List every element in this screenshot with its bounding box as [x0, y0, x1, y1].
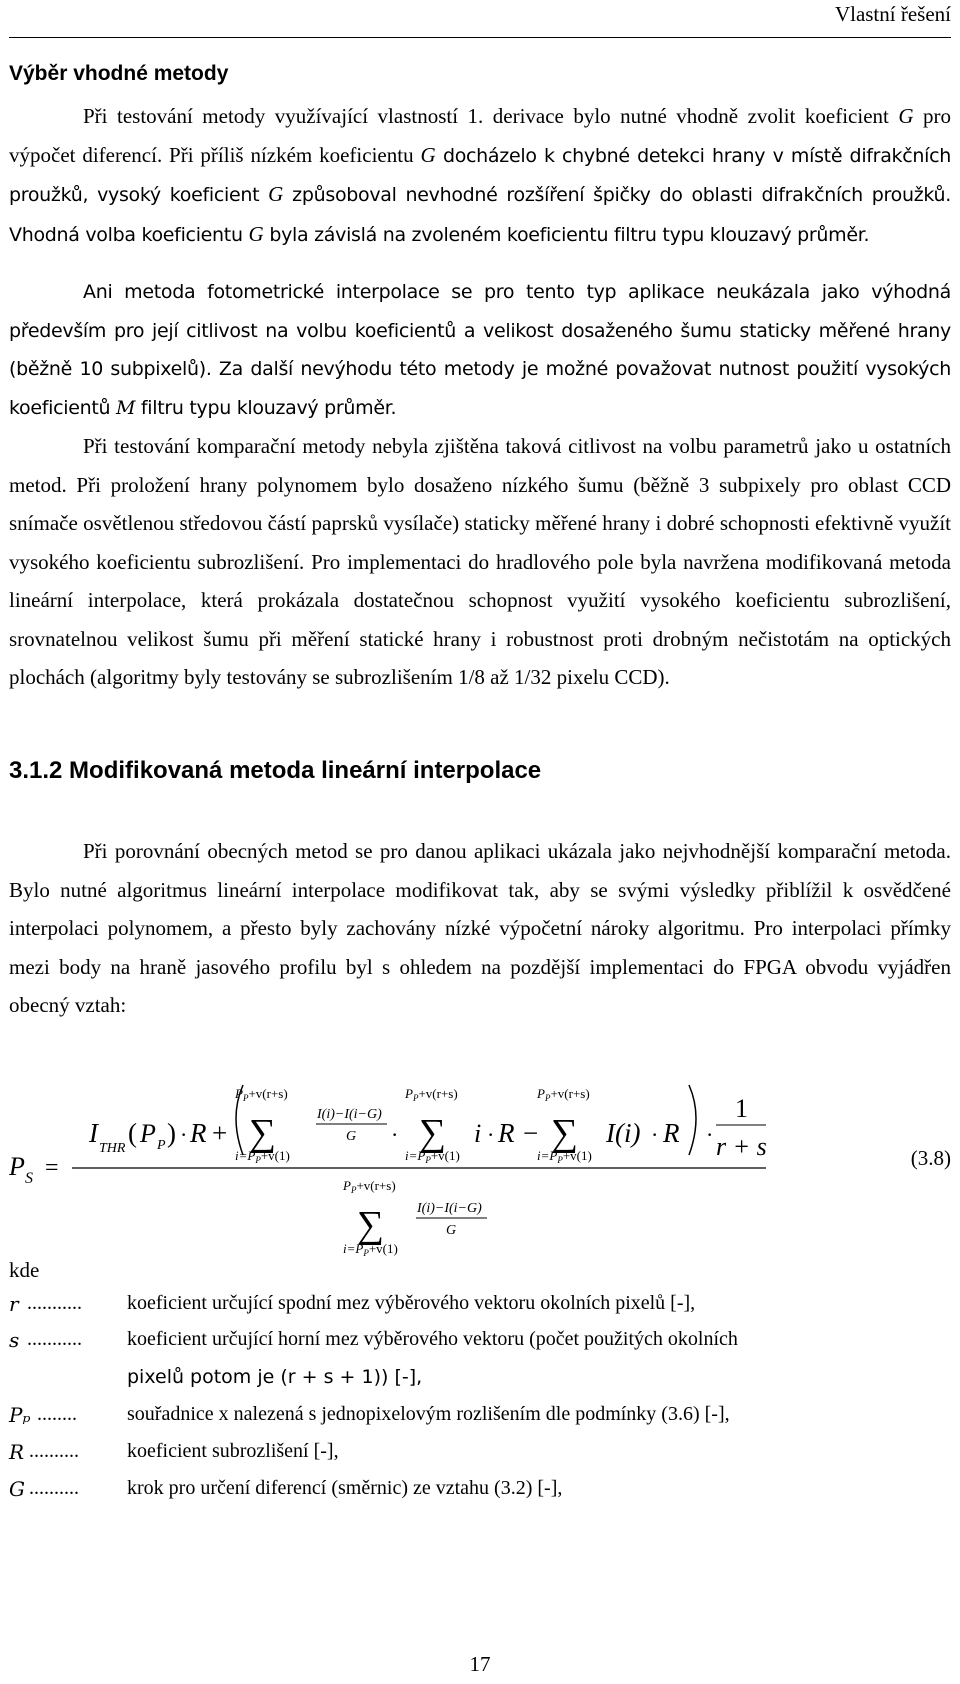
- variable-description: pixelů potom je (r + s + 1)) [-],: [127, 1366, 423, 1388]
- eq-i: i: [474, 1119, 482, 1148]
- eq-r-plus-s: r + s: [716, 1132, 767, 1161]
- variable-dots: ..........: [29, 1477, 79, 1499]
- eq-lhs-P: P: [9, 1152, 25, 1181]
- eq-minus: −: [523, 1118, 539, 1148]
- variable-description: souřadnice x nalezená s jednopixelovým rozlišením dle podmínky (3.6) [-],: [127, 1403, 730, 1425]
- eq-paren-close: ): [167, 1118, 176, 1148]
- page-number: 17: [469, 1652, 491, 1676]
- eq-dot-4: ·: [651, 1122, 659, 1147]
- document-page: [9, 0, 951, 1684]
- variable-symbol: r: [9, 1292, 19, 1316]
- paragraph-photometric: Ani metoda fotometrické interpolace se pro tento typ aplikace neukázala jako výhodná především pro její citlivost na volbu koeficientů a velikost dosaženého šumu staticky měřené hrany (běžně 10 subpixelů). Za další nevýhodu této metody je možné považovat nutnost použití vysokých koeficientů M filtru typu klouzavý průměr.: [9, 281, 951, 419]
- eq-den-diff-num: I(i)−I(i−G): [417, 1201, 482, 1216]
- section-title: Výběr vhodné metody: [9, 62, 229, 85]
- eq-plus: +: [212, 1118, 228, 1148]
- eq-sum1-sigma: ∑: [249, 1112, 277, 1154]
- where-label: kde: [9, 1258, 40, 1282]
- eq-arg-sub: P: [157, 1138, 166, 1153]
- eq-sum3-sigma: ∑: [551, 1112, 579, 1154]
- eq-lhs-sub: S: [25, 1170, 33, 1187]
- eq-arg-P: P: [140, 1119, 156, 1148]
- variable-description: krok pro určení diferencí (směrnic) ze vztahu (3.2) [-],: [127, 1477, 563, 1499]
- eq-diff1-num: I(i)−I(i−G): [317, 1107, 382, 1122]
- eq-dot-1: ·: [180, 1122, 188, 1147]
- eq-sum2-lower: $i=P_P+v(1)$: [405, 1148, 460, 1165]
- eq-equals: =: [45, 1155, 59, 1181]
- eq-diff1-den: G: [346, 1129, 357, 1144]
- variable-symbol: R: [9, 1440, 25, 1464]
- paragraph-comparative: Při testování komparační metody nebyla zjištěna taková citlivost na volbu parametrů jako u ostatních metod. Při proložení hrany polynomem bylo dosaženo nízkého šumu (běžně 3 subpixely pro oblast CCD snímače osvětlenou středovou částí paprsků vysílače) staticky měřené hrany i dobré schopnosti efektivně využít vysokého koeficientu subrozlišení. Pro implementaci do hradlového pole byla navržena modifikovaná metoda lineární interpolace, která prokázala dostatečnou schopnost využití vysokého koeficientu subrozlišení, srovnatelnou velikost šumu při měření statické hrany i robustnost proti drobným nečistotám na optických plochách (algoritmy byly testovány se subrozlišením 1/8 až 1/32 pixelu CCD).: [9, 434, 951, 689]
- paragraph-first-derivative: Při testování metody využívající vlastností 1. derivace bylo nutné vhodně zvolit koeficient G pro výpočet diferencí. Při příliš nízkém koeficientu G docházelo k chybné detekci hrany v místě difrakčních proužků, vysoký koeficient G způsoboval nevhodné rozšíření špičky do oblasti difrakčních proužků. Vhodná volba koeficientu G byla závislá na zvoleném koeficientu filtru typu klouzavý průměr.: [9, 104, 951, 246]
- eq-thr-sub: THR: [99, 1141, 126, 1156]
- eq-R-1: R: [190, 1118, 207, 1148]
- eq-sum2-upper: $P_P+v(r+s)$: [405, 1086, 458, 1103]
- subsection-heading: 3.1.2 Modifikovaná metoda lineární interpolace: [9, 757, 542, 784]
- eq-I-of-i: I(i): [606, 1118, 641, 1148]
- eq-sum3-upper: $P_P+v(r+s)$: [537, 1086, 590, 1103]
- eq-paren-open: (: [128, 1118, 137, 1148]
- variable-description: koeficient určující horní mez výběrového vektoru (počet použitých okolních: [127, 1328, 738, 1350]
- eq-sum1-lower: $i=P_P+v(1)$: [235, 1148, 290, 1165]
- running-header: Vlastní řešení: [834, 2, 951, 26]
- variable-description: koeficient určující spodní mez výběrového vektoru okolních pixelů [-],: [127, 1292, 696, 1314]
- variable-symbol: Pₚ: [9, 1403, 31, 1427]
- eq-R-3: R: [663, 1118, 680, 1148]
- eq-R-2: R: [498, 1118, 515, 1148]
- header-rule: [9, 37, 951, 38]
- variable-dots: ...........: [27, 1328, 82, 1350]
- eq-sum2-sigma: ∑: [419, 1112, 447, 1154]
- eq-one: 1: [735, 1094, 748, 1123]
- eq-den-diff-den: G: [446, 1223, 457, 1238]
- eq-sum1-upper: $P_P+v(r+s)$: [235, 1086, 288, 1103]
- eq-I-thr: I: [89, 1118, 98, 1148]
- eq-den-sum-lower: $i=P_P+v(1)$: [343, 1241, 398, 1258]
- eq-dot-3: ·: [487, 1122, 495, 1147]
- eq-sum3-lower: $i=P_P+v(1)$: [537, 1148, 592, 1165]
- variable-dots: ..........: [29, 1440, 79, 1462]
- paragraph-linear-interpolation: Při porovnání obecných metod se pro danou aplikaci ukázala jako nejvhodnější komparační metoda. Bylo nutné algoritmus lineární interpolace modifikovat tak, aby se svými výsledky přiblížil k osvědčené interpolaci polynomem, a přesto byly zachovány nízké výpočetní nároky algoritmu. Pro interpolaci přímky mezi body na hraně jasového profilu byl s ohledem na pozdější implementaci do FPGA obvodu vyjádřen obecný vztah:: [9, 839, 951, 1017]
- variable-symbol: s: [9, 1328, 20, 1352]
- equation-number: (3.8): [910, 1146, 951, 1170]
- eq-big-paren-right: [689, 1085, 696, 1155]
- eq-dot-2: ·: [391, 1122, 399, 1147]
- eq-dot-5: ·: [706, 1122, 714, 1147]
- variable-dots: ...........: [27, 1292, 82, 1314]
- variable-symbol: G: [9, 1477, 25, 1501]
- eq-den-sum-upper: $P_P+v(r+s)$: [343, 1178, 396, 1195]
- variable-description: koeficient subrozlišení [-],: [127, 1440, 339, 1462]
- variable-dots: ........: [37, 1403, 77, 1425]
- eq-den-sigma: ∑: [357, 1204, 385, 1246]
- equation-3-8: [9, 1075, 951, 1260]
